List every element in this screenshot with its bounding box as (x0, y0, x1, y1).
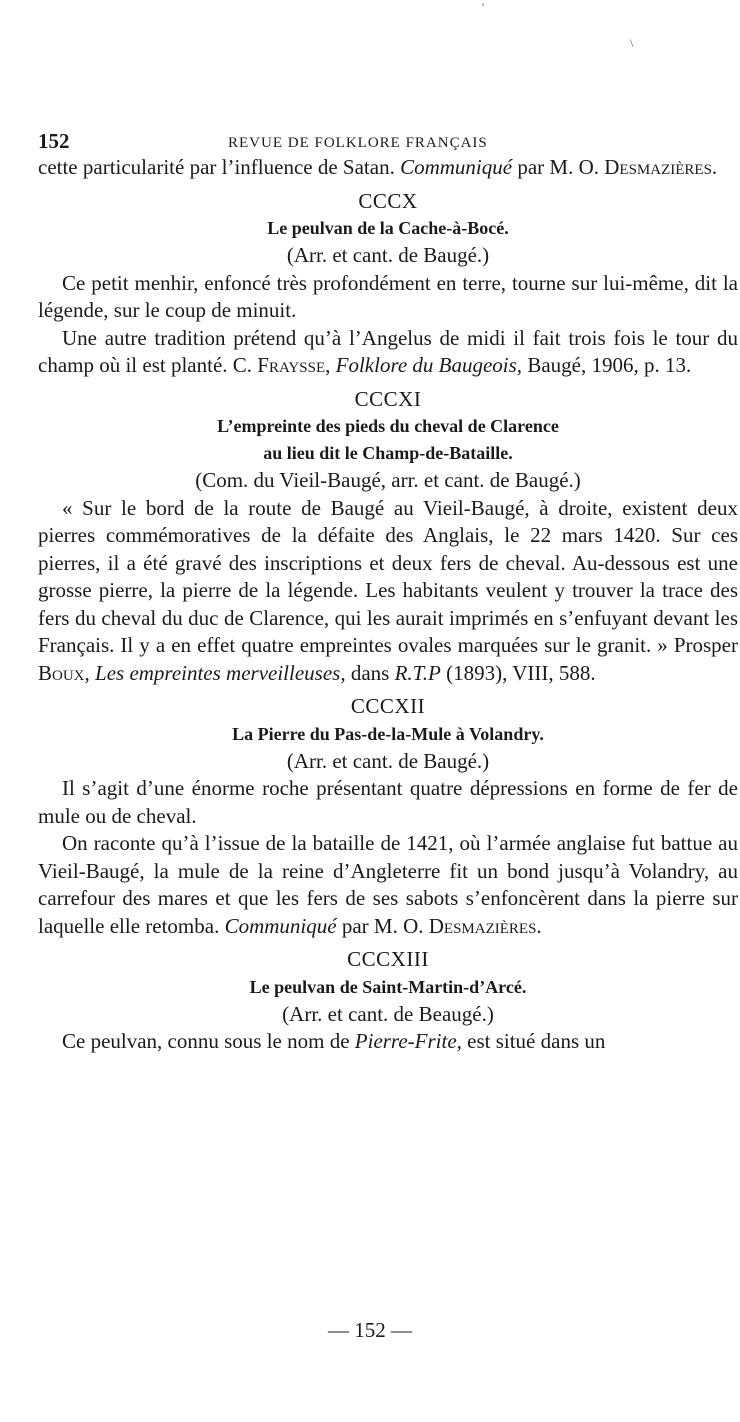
section-location: (Arr. et cant. de Beaugé.) (282, 1001, 494, 1026)
section-number: CCCXI (354, 386, 422, 411)
section-location: (Arr. et cant. de Baugé.) (286, 243, 490, 267)
section-title-line-2: au lieu dit le Champ-de-Bataille. (263, 443, 513, 463)
section-location: (Arr. et cant. de Baugé.) (286, 748, 490, 773)
paragraph: Ce petit menhir, enfoncé très profondément en terre, tourne sur lui-même, dit la légende, sur le coup de minuit. (38, 270, 738, 322)
paragraph: On raconte qu’à l’issue de la bataille de 1421, où l’armée anglaise fut battue au Vieil-Baugé, la mule de la reine d’Angleterre fit un bond jusqu’à Volandry, au carrefour des mares et que les fers de ses sabots s’enfoncèrent dans la pierre sur laquelle elle retomba. Communiqué par M. O. Desmazières. (38, 831, 738, 938)
header-page-number: 152 (38, 129, 70, 153)
paragraph: « Sur le bord de la route de Baugé au Vieil-Baugé, à droite, existent deux pierres commémoratives de la défaite des Anglais, le 22 mars 1420. Sur ces pierres, il a été gravé des inscriptions et deux fers de cheval. Au-dessous est une grosse pierre, la pierre de la légende. Les habitants veulent y trouver la trace des fers du cheval du duc de Clarence, qui les aurait imprimés en s’enfuyant devant les Français. Il y a en effet quatre empreintes ovales marquées sur le granit. » Prosper Boux, Les empreintes merveilleuses, dans R.T.P (1893), VIII, 588. (38, 495, 738, 685)
section-location: (Com. du Vieil-Baugé, arr. et cant. de Baugé.) (195, 468, 581, 492)
section-number: CCCXIII (347, 947, 429, 971)
footer-page-number: — 152 — (328, 1318, 412, 1342)
paragraph: Il s’agit d’une énorme roche présentant quatre dépressions en forme de fer de mule ou de cheval. (38, 776, 738, 828)
opening-paragraph: cette particularité par l’influence de Satan. Communiqué par M. O. Desmazières. (38, 155, 718, 179)
paragraph: Ce peulvan, connu sous le nom de Pierre-Frite, est situé dans un (62, 1029, 606, 1053)
section-number: CCCX (358, 188, 418, 213)
running-head (38, 118, 738, 152)
section-title: La Pierre du Pas-de-la-Mule à Volandry. (232, 723, 544, 744)
section-title-line-1: L’empreinte des pieds du cheval de Clarence (217, 416, 559, 436)
scan-speck: \ (630, 36, 634, 50)
header-title: REVUE DE FOLKLORE FRANÇAIS (228, 135, 488, 151)
section-title: Le peulvan de la Cache-à-Bocé. (267, 218, 509, 238)
section-number: CCCXII (350, 694, 426, 718)
paragraph: Une autre tradition prétend qu’à l’Angelus de midi il fait trois fois le tour du champ où il est planté. C. Fraysse, Folklore du Baugeois, Baugé, 1906, p. 13. (38, 325, 738, 377)
scan-speck: ' (482, 0, 485, 14)
page-body (38, 118, 738, 1056)
section-title: Le peulvan de Saint-Martin-d’Arcé. (249, 976, 527, 997)
